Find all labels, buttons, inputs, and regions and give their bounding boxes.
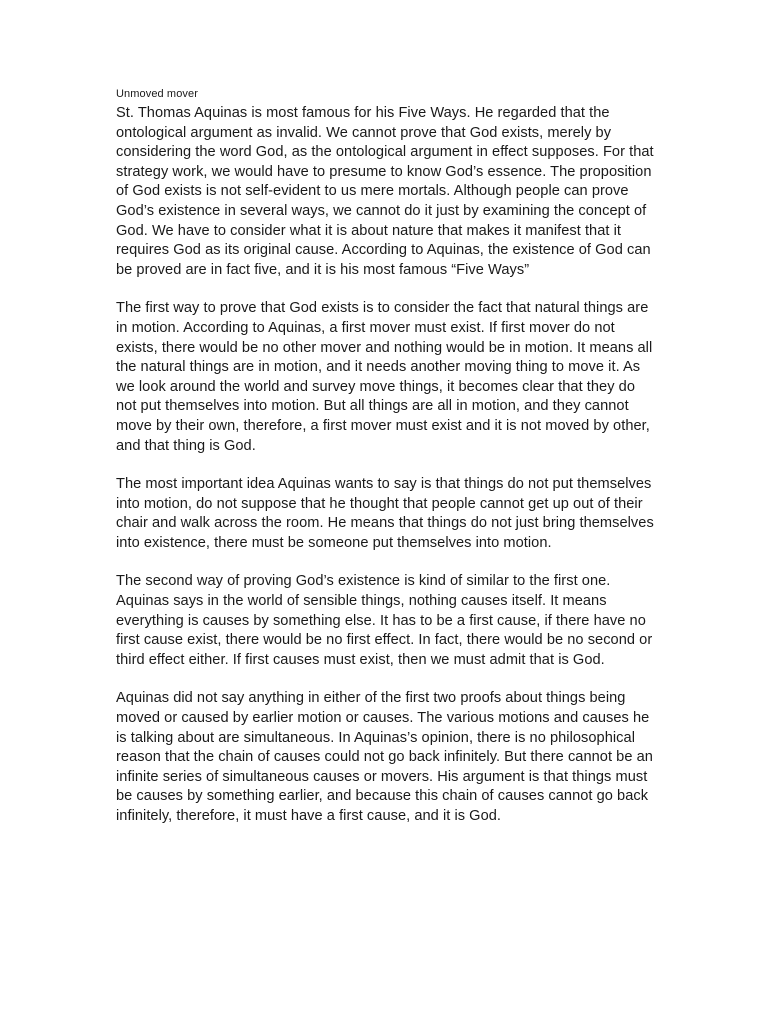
document-body bbox=[116, 86, 656, 846]
paragraph-second-way: The second way of proving God’s existence is kind of similar to the first one. Aquinas says in the world of sensible things, nothing causes itself. It means everything is causes by something else. It has to be a first cause, if there have no first cause exist, there would be no first effect. In fact, there would be no second or third effect either. If first causes must exist, then we must admit that is God. bbox=[116, 573, 653, 668]
paragraph-intro: St. Thomas Aquinas is most famous for his Five Ways. He regarded that the ontological argument as invalid. We cannot prove that God exists, merely by considering the word God, as the ontological argument in effect supposes. For that strategy work, we would have to presume to know God’s essence. The proposition of God exists is not self-evident to us mere mortals. Although people can prove God’s existence in several ways, we cannot do it just by examining the concept of God. We have to consider what it is about nature that makes it manifest that it requires God as its original cause. According to Aquinas, the existence of God can be proved are in fact five, and it is his most famous “Five Ways” bbox=[116, 105, 654, 278]
paragraph-simultaneous-causes: Aquinas did not say anything in either of the first two proofs about things being moved or caused by earlier motion or causes. The various motions and causes he is talking about are simultaneous. In Aquinas’s opinion, there is no philosophical reason that the chain of causes could not go back infinitely. But there cannot be an infinite series of simultaneous causes or movers. His argument is that things must be causes by something earlier, and because this chain of causes cannot go back infinitely, therefore, it must have a first cause, and it is God. bbox=[116, 690, 653, 824]
paragraph-important-idea: The most important idea Aquinas wants to say is that things do not put themselves into motion, do not suppose that he thought that people cannot get up out of their chair and walk across the room. He means that things do not just bring themselves into existence, there must be someone put themselves into motion. bbox=[116, 476, 654, 551]
paragraph-first-way: The first way to prove that God exists is to consider the fact that natural things are in motion. According to Aquinas, a first mover must exist. If first mover do not exists, there would be no other mover and nothing would be in motion. It means all the natural things are in motion, and it needs another moving thing to move it. As we look around the world and survey move things, it becomes clear that they do not put themselves into motion. But all things are all in motion, and they cannot move by their own, therefore, a first mover must exist and it is not moved by other, and that thing is God. bbox=[116, 300, 653, 454]
section-heading: Unmoved mover bbox=[116, 88, 198, 100]
